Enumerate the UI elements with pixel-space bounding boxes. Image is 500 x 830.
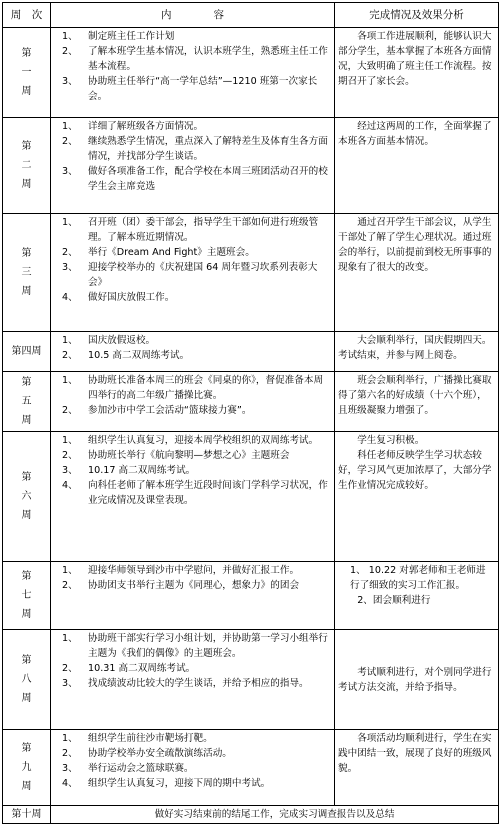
list-item: 3、 协助班主任举行“高一学年总结”—1210 班第一次家长会。 [62, 76, 318, 102]
list-item: 3、 举行运动会之篮球联赛。 [62, 763, 194, 774]
list-item: 4、 组织学生认真复习，迎接下周的期中考试。 [62, 778, 271, 789]
result-cell: 班会会顺利举行，广播操比赛取得了第六名的好成绩（十六个班），且班级凝聚力增强了。 [335, 372, 499, 432]
header-row [3, 3, 499, 28]
list-item: 2、 协助团支书举行主题为《同理心，想象力》的团会 [62, 580, 300, 591]
content-cell [51, 730, 335, 806]
list-item: 1、 组织学生前往沙市靶场打靶。 [62, 733, 213, 744]
list-item: 4、 做好国庆放假工作。 [62, 292, 175, 303]
header-result: 完成情况及效果分析 [335, 3, 499, 28]
list-item: 1、 协助班干部实行学习小组计划，并协助第一学习小组举行主题为《我们的偶像》的主题班会。 [62, 633, 328, 659]
week-cell: 第 三 周 [3, 214, 51, 332]
list-item: 2、 举行《Dream And Fight》主题班会。 [62, 247, 255, 258]
list-item: 1、 制定班主任工作计划 [62, 31, 175, 42]
week-cell: 第 七 周 [3, 562, 51, 630]
week-cell: 第 五 周 [3, 372, 51, 432]
result-cell: 各项工作进展顺利，能够认识大部分学生，基本掌握了本班各方面情况，大致明确了班主任工作流程。按期召开了家长会。 [335, 28, 499, 118]
list-item: 3、 找成绩波动比较大的学生谈话，并给予相应的指导。 [62, 678, 309, 689]
result-cell: 各项活动均顺利进行，学生在实践中团结一致，展现了良好的班级风貌。 [335, 730, 499, 806]
content-cell [51, 562, 335, 630]
list-item: 1、 组织学生认真复习，迎接本周学校组织的双周练考试。 [62, 435, 319, 446]
table-row [3, 372, 499, 432]
list-item: 2、 协助班长举行《航向黎明—梦想之心》主题班会 [62, 450, 290, 461]
week-cell: 第 九 周 [3, 730, 51, 806]
content-cell [51, 214, 335, 332]
header-content: 内 容 [51, 3, 335, 28]
list-item: 2、 继续熟悉学生情况，重点深入了解特差生及体育生各方面情况，并找部分学生谈话。 [62, 136, 328, 162]
list-item: 1、 国庆放假返校。 [62, 335, 156, 346]
table-row [3, 332, 499, 372]
week-cell: 第 八 周 [3, 630, 51, 730]
list-item: 1、 详细了解班级各方面情况。 [62, 121, 204, 132]
list-item: 1、 迎接华师领导到沙市中学慰问，并做好汇报工作。 [62, 565, 300, 576]
table-row [3, 28, 499, 118]
list-item: 1、 召开班（团）委干部会，指导学生干部如何进行班级管理。了解本班近期情况。 [62, 217, 319, 243]
list-item: 2、 10.5 高二双周练考试。 [62, 350, 190, 361]
table-row [3, 118, 499, 214]
table-row-final [3, 806, 499, 824]
week-cell: 第 一 周 [3, 28, 51, 118]
table-row [3, 214, 499, 332]
list-item: 2、 参加沙市中学工会活动“篮球接力赛”。 [62, 405, 252, 416]
final-summary-cell: 做好实习结束前的结尾工作，完成实习调查报告以及总结 [51, 806, 499, 824]
result-cell: 考试顺利进行，对个别同学进行考试方法交流，并给予指导。 [335, 630, 499, 730]
content-cell [51, 432, 335, 562]
content-cell [51, 630, 335, 730]
list-item: 3、 做好各项准备工作，配合学校在本周三班团活动召开的校学生会主席竞选 [62, 166, 328, 192]
content-cell [51, 372, 335, 432]
week-cell: 第 六 周 [3, 432, 51, 562]
week-cell: 第 二 周 [3, 118, 51, 214]
week-cell: 第四周 [3, 332, 51, 372]
result-cell: 通过召开学生干部会议，从学生干部处了解了学生心理状况。通过班会的举行，以前提前到校无所事事的现象有了很大的改变。 [335, 214, 499, 332]
content-cell [51, 28, 335, 118]
list-item: 4、 向科任老师了解本班学生近段时间该门学科学习状况，作业完成情况及课堂表现。 [62, 480, 328, 506]
week-cell: 第十周 [3, 806, 51, 824]
result-cell: 学生复习积极。 科任老师反映学生学习状态较好，学习风气更加浓厚了，大部分学生作业情况完成较好。 [335, 432, 499, 562]
result-cell: 经过这两周的工作，全面掌握了本班各方面基本情况。 [335, 118, 499, 214]
list-item: 3、 10.17 高二双周练考试。 [62, 465, 196, 476]
list-item: 2、 了解本班学生基本情况，认识本班学生，熟悉班主任工作基本流程。 [62, 46, 328, 72]
table-row [3, 432, 499, 562]
header-week: 周 次 [3, 3, 51, 28]
list-item: 3、 迎接学校举办的《庆祝建国 64 周年暨习坎系列表彰大会》 [62, 262, 318, 288]
list-item: 1、 协助班长准备本周三的班会《同桌的你》，督促准备本周四举行的高二年级广播操比赛。 [62, 375, 324, 401]
table-row [3, 730, 499, 806]
content-cell [51, 332, 335, 372]
content-cell [51, 118, 335, 214]
list-item: 2、 10.31 高二双周练考试。 [62, 663, 196, 674]
table-row [3, 562, 499, 630]
result-cell: 1、 10.22 对郭老师和王老师进行了细致的实习工作汇报。 2、团会顺利进行 [335, 562, 499, 630]
table-row [3, 630, 499, 730]
result-cell: 大会顺利举行，国庆假期四天。考试结束，并参与网上阅卷。 [335, 332, 499, 372]
list-item: 2、 协助学校举办安全疏散演练活动。 [62, 748, 232, 759]
work-log-table [2, 2, 499, 824]
